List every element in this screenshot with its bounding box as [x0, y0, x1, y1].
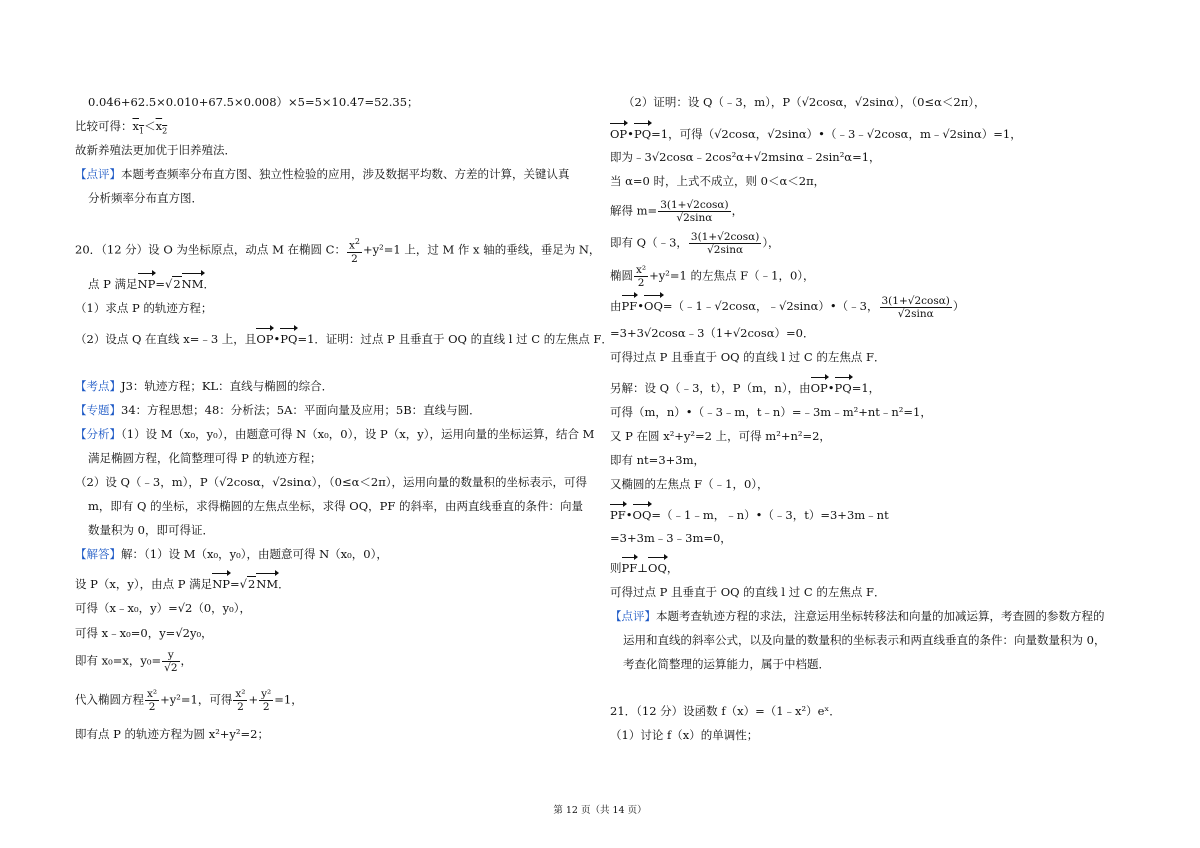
fraction — [634, 264, 648, 289]
text: 比较可得： — [75, 119, 133, 133]
text-line: =3+3m﹣3﹣3m=0， — [610, 531, 732, 545]
text-line: 即有 nt=3+3m， — [610, 453, 705, 467]
text-line: 可得（m，n）•（﹣3﹣m，t﹣n）=﹣3m﹣m²+nt﹣n²=1， — [610, 405, 932, 419]
vector-oq: OQ — [644, 294, 663, 314]
text: 解得 m= — [610, 203, 658, 218]
numerator: x² — [636, 264, 647, 276]
solution-line — [610, 556, 678, 576]
text: =1， — [851, 381, 881, 395]
text: ） — [952, 299, 965, 313]
text: + — [248, 692, 259, 707]
text: （1）设 M（x₀，y₀），由题意可得 N（x₀，0），设 P（x，y），运用向量的坐标运算，结合 M — [121, 427, 595, 441]
x-bar: $x_1$ — [132, 119, 145, 136]
jieda-line — [75, 546, 388, 562]
vector-op: OP — [811, 376, 828, 396]
denominator: √2sinα — [676, 212, 713, 224]
text: ， — [666, 561, 679, 575]
fraction — [162, 649, 179, 674]
denominator: √2 — [164, 662, 178, 674]
text-line: 可得 x﹣x₀=0，y=√2y₀， — [75, 626, 213, 640]
var: x — [155, 119, 163, 133]
zhuanti-tag: 【专题】 — [75, 403, 121, 417]
text: 代入椭圆方程 — [75, 692, 144, 707]
text: 20．（12 分）设 O 为坐标原点，动点 M 在椭圆 C： — [75, 242, 346, 257]
text-line: 可得（x﹣x₀，y）=√2（0，y₀）， — [75, 601, 252, 615]
denominator: 2 — [262, 701, 270, 713]
vector-pq: PQ — [634, 122, 651, 142]
text: +y²=1 的左焦点 F（﹣1，0）， — [649, 268, 815, 283]
text: 本题考查频率分布直方图、独立性检验的应用，涉及数据平均数、方差的计算，关键认真 — [121, 167, 570, 181]
problem-20-condition — [88, 272, 215, 292]
text: ⊥ — [637, 561, 649, 575]
solution-line: PF•OQ=（﹣1﹣m，﹣n）•（﹣3，t）=3+3m﹣nt — [610, 503, 889, 523]
text: =1， — [274, 692, 303, 707]
kaodian-tag: 【考点】 — [75, 379, 121, 393]
text: • — [273, 332, 281, 346]
vector-op: OP — [256, 327, 273, 347]
text: +y²=1，可得 — [160, 692, 233, 707]
text: 即有 Q（﹣3， — [610, 235, 688, 250]
numerator: x — [348, 239, 355, 252]
x-bar: $x_2$ — [155, 119, 168, 136]
numerator: x² — [235, 688, 246, 700]
text-line: 考查化简整理的运算能力，属于中档题． — [623, 657, 830, 671]
compare-line — [75, 118, 167, 139]
solution-line — [610, 199, 743, 224]
fraction — [689, 231, 761, 256]
text: 点 P 满足 — [88, 277, 138, 291]
denominator: √2sinα — [707, 244, 744, 256]
text: 解：（1）设 M（x₀，y₀），由题意可得 N（x₀，0）， — [121, 547, 388, 561]
vector-oq: OQ — [648, 556, 667, 576]
fraction: $\frac{x^2}{2}$ — [348, 237, 360, 265]
jieda-tag: 【解答】 — [75, 547, 121, 561]
numerator: y — [162, 649, 179, 662]
sqrt: √2 — [239, 577, 256, 591]
page-number: 第 12 页（共 14 页） — [553, 805, 647, 816]
problem-20-title — [75, 236, 600, 265]
numerator: y² — [261, 688, 272, 700]
solution-line: 另解：设 Q（﹣3，t），P（m，n），由OP•PQ=1， — [610, 376, 880, 396]
text-line: m，即有 Q 的坐标，求得椭圆的左焦点坐标，求得 OQ，PF 的斜率，由两直线垂直的条件：向量 — [88, 499, 584, 513]
vector-oq: OQ — [633, 503, 652, 523]
solution-line: 设 P（x，y），由点 P 满足NP=√2NM． — [75, 572, 290, 592]
text-line: 分析频率分布直方图． — [88, 191, 203, 205]
text-line: 又 P 在圆 x²+y²=2 上，可得 m²+n²=2， — [610, 429, 831, 443]
solution-line: OP•PQ=1，可得（√2cosα，√2sinα）•（﹣3﹣√2cosα，m﹣√2sinα）=1， — [610, 122, 1022, 142]
var: x — [132, 119, 139, 133]
solution-line — [75, 688, 303, 713]
sqrt: √2 — [165, 277, 181, 291]
zhuanti-line — [75, 402, 481, 418]
problem-21-title: 21．（12 分）设函数 f（x）=（1﹣x²）eˣ． — [610, 704, 841, 718]
radicand: 2 — [173, 277, 181, 291]
fenxi-line — [75, 426, 594, 442]
solution-line — [610, 231, 780, 256]
numerator: x² — [147, 688, 158, 700]
denominator: 2 — [637, 277, 645, 289]
vector-np: NP — [212, 572, 230, 592]
fenxi-tag: 【分析】 — [75, 427, 121, 441]
text: =（﹣1﹣m，﹣n）•（﹣3，t）=3+3m﹣nt — [651, 508, 889, 522]
comment-line — [75, 166, 570, 182]
text: 由 — [610, 299, 622, 313]
text: 设 P（x，y），由点 P 满足 — [75, 577, 213, 591]
text: ， — [180, 653, 192, 668]
comment-tag: 【点评】 — [610, 609, 656, 623]
text: 另解：设 Q（﹣3，t），P（m，n），由 — [610, 381, 811, 395]
solution-line — [75, 649, 192, 674]
question-2 — [75, 327, 613, 347]
vector-pf: PF — [610, 503, 626, 523]
fraction — [233, 688, 247, 713]
vector-pf: PF — [622, 556, 638, 576]
text: ）， — [762, 235, 780, 250]
fraction — [880, 295, 952, 320]
text-line: 即有点 P 的轨迹方程为圆 x²+y²=2； — [75, 727, 269, 741]
denominator: 2 — [237, 701, 244, 713]
text: 椭圆 — [610, 268, 633, 283]
text-line: 0.046+62.5×0.010+67.5×0.008）×5=5×10.47=52.35； — [88, 95, 419, 109]
denominator: √2sinα — [897, 307, 934, 320]
vector-pq: PQ — [280, 327, 297, 347]
text: ＜ — [144, 119, 156, 133]
numerator: 3(1+√2cosα) — [660, 199, 729, 211]
text: 即有 x₀=x，y₀= — [75, 653, 162, 668]
denominator: 2 — [351, 252, 358, 265]
fraction — [658, 199, 730, 224]
text: =（﹣1﹣√2cosα，﹣√2sinα）•（﹣3， — [662, 299, 879, 313]
text: ， — [731, 203, 744, 218]
text-line: （1）求点 P 的轨迹方程； — [75, 301, 213, 315]
text: ． — [203, 277, 216, 291]
text: J3：轨迹方程；KL：直线与椭圆的综合． — [121, 379, 334, 393]
fraction — [145, 688, 159, 713]
text-line: 满足椭圆方程，化简整理可得 P 的轨迹方程； — [88, 451, 322, 465]
text-line: 故新养殖法更加优于旧养殖法． — [75, 143, 236, 157]
solution-line: 由PF•OQ=（﹣1﹣√2cosα，﹣√2sinα）•（﹣3， $\frac{3(1+√2\cos\alpha)}{√2\sin\alpha}$ ） — [610, 294, 965, 320]
vector-np: NP — [138, 272, 156, 292]
vector-op: OP — [610, 122, 627, 142]
text-line: 当 α=0 时，上式不成立，则 0＜α＜2π， — [610, 174, 826, 188]
text: 则 — [610, 561, 622, 575]
vector-pq: PQ — [835, 376, 852, 396]
comment-line — [610, 608, 1105, 624]
text-line: 可得过点 P 且垂直于 OQ 的直线 l 过 C 的左焦点 F． — [610, 585, 886, 599]
comment-tag: 【点评】 — [75, 167, 121, 181]
text: 本题考查轨迹方程的求法，注意运用坐标转移法和向量的加减运算，考查圆的参数方程的 — [656, 609, 1105, 623]
text-line: （2）设 Q（﹣3，m），P（√2cosα，√2sinα），（0≤α＜2π），运用向量的数量积的坐标表示，可得 — [75, 475, 588, 489]
vector-nm: NM — [256, 572, 278, 592]
text: =1，可得（√2cosα，√2sinα）•（﹣3﹣√2cosα，m﹣√2sinα）=1， — [651, 127, 1022, 141]
text: （2）设点 Q 在直线 x=﹣3 上，且 — [75, 332, 257, 346]
vector-pf: PF — [622, 294, 638, 314]
denominator: 2 — [148, 701, 156, 713]
text-line: 又椭圆的左焦点 F（﹣1，0）， — [610, 477, 769, 491]
text-line: 即为﹣3√2cosα﹣2cos²α+√2msinα﹣2sin²α=1， — [610, 150, 881, 164]
text-line: （1）讨论 f（x）的单调性； — [610, 728, 759, 742]
text-line: 数量积为 0，即可得证． — [88, 523, 214, 537]
solution-line — [610, 264, 815, 289]
vector-nm: NM — [182, 272, 204, 292]
text: +y²=1 上，过 M 作 x 轴的垂线，垂足为 N， — [362, 242, 601, 257]
numerator: 3(1+√2cosα) — [690, 231, 760, 243]
text-line: （2）证明：设 Q（﹣3，m），P（√2cosα，√2sinα），（0≤α＜2π）， — [623, 95, 986, 109]
text-line: 可得过点 P 且垂直于 OQ 的直线 l 过 C 的左焦点 F． — [610, 350, 886, 364]
numerator: 3(1+√2cosα) — [881, 294, 950, 307]
text: 34：方程思想；48：分析法；5A：平面向量及应用；5B：直线与圆． — [121, 403, 481, 417]
text: = — [155, 277, 166, 291]
text-line: =3+3√2cosα﹣3（1+√2cosα）=0． — [610, 326, 815, 340]
kaodian-line — [75, 378, 333, 394]
text: =1．证明：过点 P 且垂直于 OQ 的直线 l 过 C 的左焦点 F． — [297, 332, 613, 346]
fraction — [259, 688, 273, 713]
radicand: 2 — [247, 577, 256, 591]
text-line: 运用和直线的斜率公式，以及向量的数量积的坐标表示和两直线垂直的条件：向量数量积为 0， — [623, 633, 1106, 647]
